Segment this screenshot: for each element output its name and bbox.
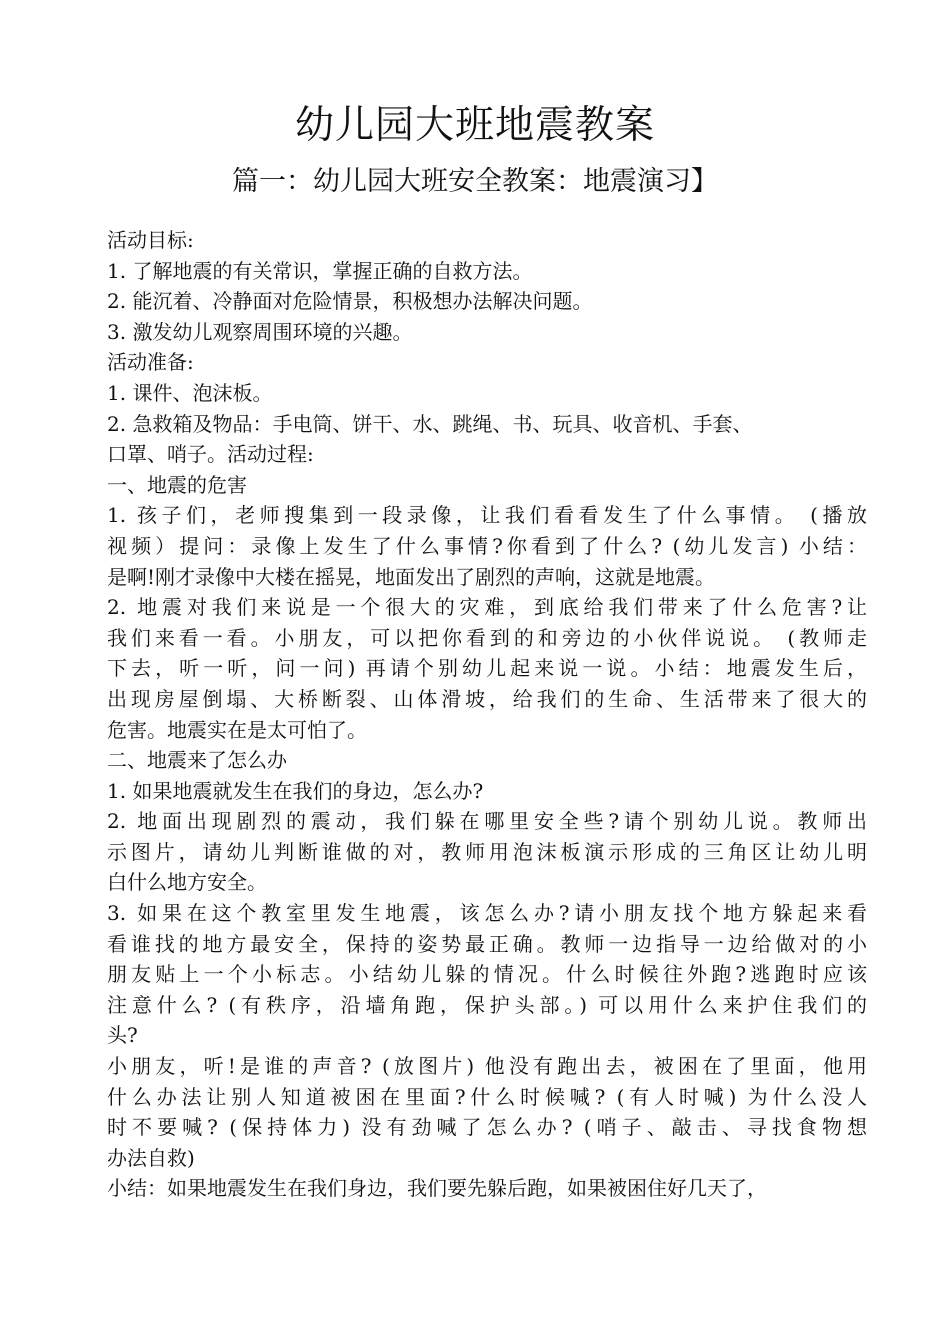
body-line: 出现房屋倒塌、大桥断裂、山体滑坡，给我们的生命、生活带来了很大的 (107, 686, 867, 711)
document-body (107, 225, 867, 1204)
body-line: 危害。地震实在是太可怕了。 (107, 717, 367, 742)
body-line: 口罩、哨子。活动过程: (107, 442, 314, 467)
body-line: 时不要喊? (保持体力) 没有劲喊了怎么办? (哨子、敲击、寻找食物想 (107, 1115, 867, 1140)
body-line: 视频）提问：录像上发生了什么事情?你看到了什么? (幼儿发言) 小结： (107, 533, 867, 558)
document-title: 幼儿园大班地震教案 (294, 103, 655, 148)
body-line: 下去，听一听，问一问) 再请个别幼儿起来说一说。小结：地震发生后， (107, 656, 867, 681)
body-line: 活动目标: (107, 228, 194, 252)
body-line: 1. 孩子们，老师搜集到一段录像，让我们看看发生了什么事情。 (播放 (107, 503, 867, 528)
body-line: 小结：如果地震发生在我们身边，我们要先躲后跑，如果被困住好几天了， (107, 1176, 767, 1201)
body-line: 朋友贴上一个小标志。小结幼儿躲的情况。什么时候往外跑?逃跑时应该 (107, 962, 867, 987)
body-line: 示图片，请幼儿判断谁做的对，教师用泡沫板演示形成的三角区让幼儿明 (107, 839, 867, 864)
body-line: 是啊!刚才录像中大楼在摇晃，地面发出了剧烈的声响，这就是地震。 (107, 564, 716, 589)
body-line: 小朋友，听!是谁的声音? (放图片) 他没有跑出去，被困在了里面，他用 (107, 1054, 867, 1079)
body-line: 2. 地震对我们来说是一个很大的灾难，到底给我们带来了什么危害?让 (107, 595, 867, 620)
body-line: 我们来看一看。小朋友，可以把你看到的和旁边的小伙伴说说。 (教师走 (107, 625, 867, 650)
body-line: 一、地震的危害 (107, 472, 247, 497)
body-line: 1. 如果地震就发生在我们的身边，怎么办? (107, 778, 484, 803)
body-line: 办法自救) (107, 1145, 195, 1170)
body-line: 2. 能沉着、冷静面对危险情景，积极想办法解决问题。 (107, 289, 593, 314)
body-line: 注意什么? (有秩序，沿墙角跑，保护头部。) 可以用什么来护住我们的 (107, 992, 867, 1017)
body-line: 看谁找的地方最安全，保持的姿势最正确。教师一边指导一边给做对的小 (107, 931, 867, 956)
body-line: 3. 如果在这个教室里发生地震，该怎么办?请小朋友找个地方躲起来看 (107, 901, 867, 926)
body-line: 2. 急救箱及物品：手电筒、饼干、水、跳绳、书、玩具、收音机、手套、 (107, 411, 753, 436)
document-subtitle: 篇一：幼儿园大班安全教案：地震演习】 (232, 166, 718, 197)
body-line: 3. 激发幼儿观察周围环境的兴趣。 (107, 319, 413, 344)
body-line: 1. 课件、泡沫板。 (107, 380, 273, 405)
body-line: 2. 地面出现剧烈的震动，我们躲在哪里安全些?请个别幼儿说。教师出 (107, 809, 867, 834)
body-line: 1. 了解地震的有关常识，掌握正确的自救方法。 (107, 258, 533, 283)
body-line: 活动准备: (107, 350, 194, 375)
body-line: 白什么地方安全。 (107, 870, 267, 895)
body-line: 二、地震来了怎么办 (107, 748, 287, 773)
body-line: 头? (107, 1023, 138, 1048)
body-line: 什么办法让别人知道被困在里面?什么时候喊? (有人时喊) 为什么没人 (107, 1084, 867, 1109)
